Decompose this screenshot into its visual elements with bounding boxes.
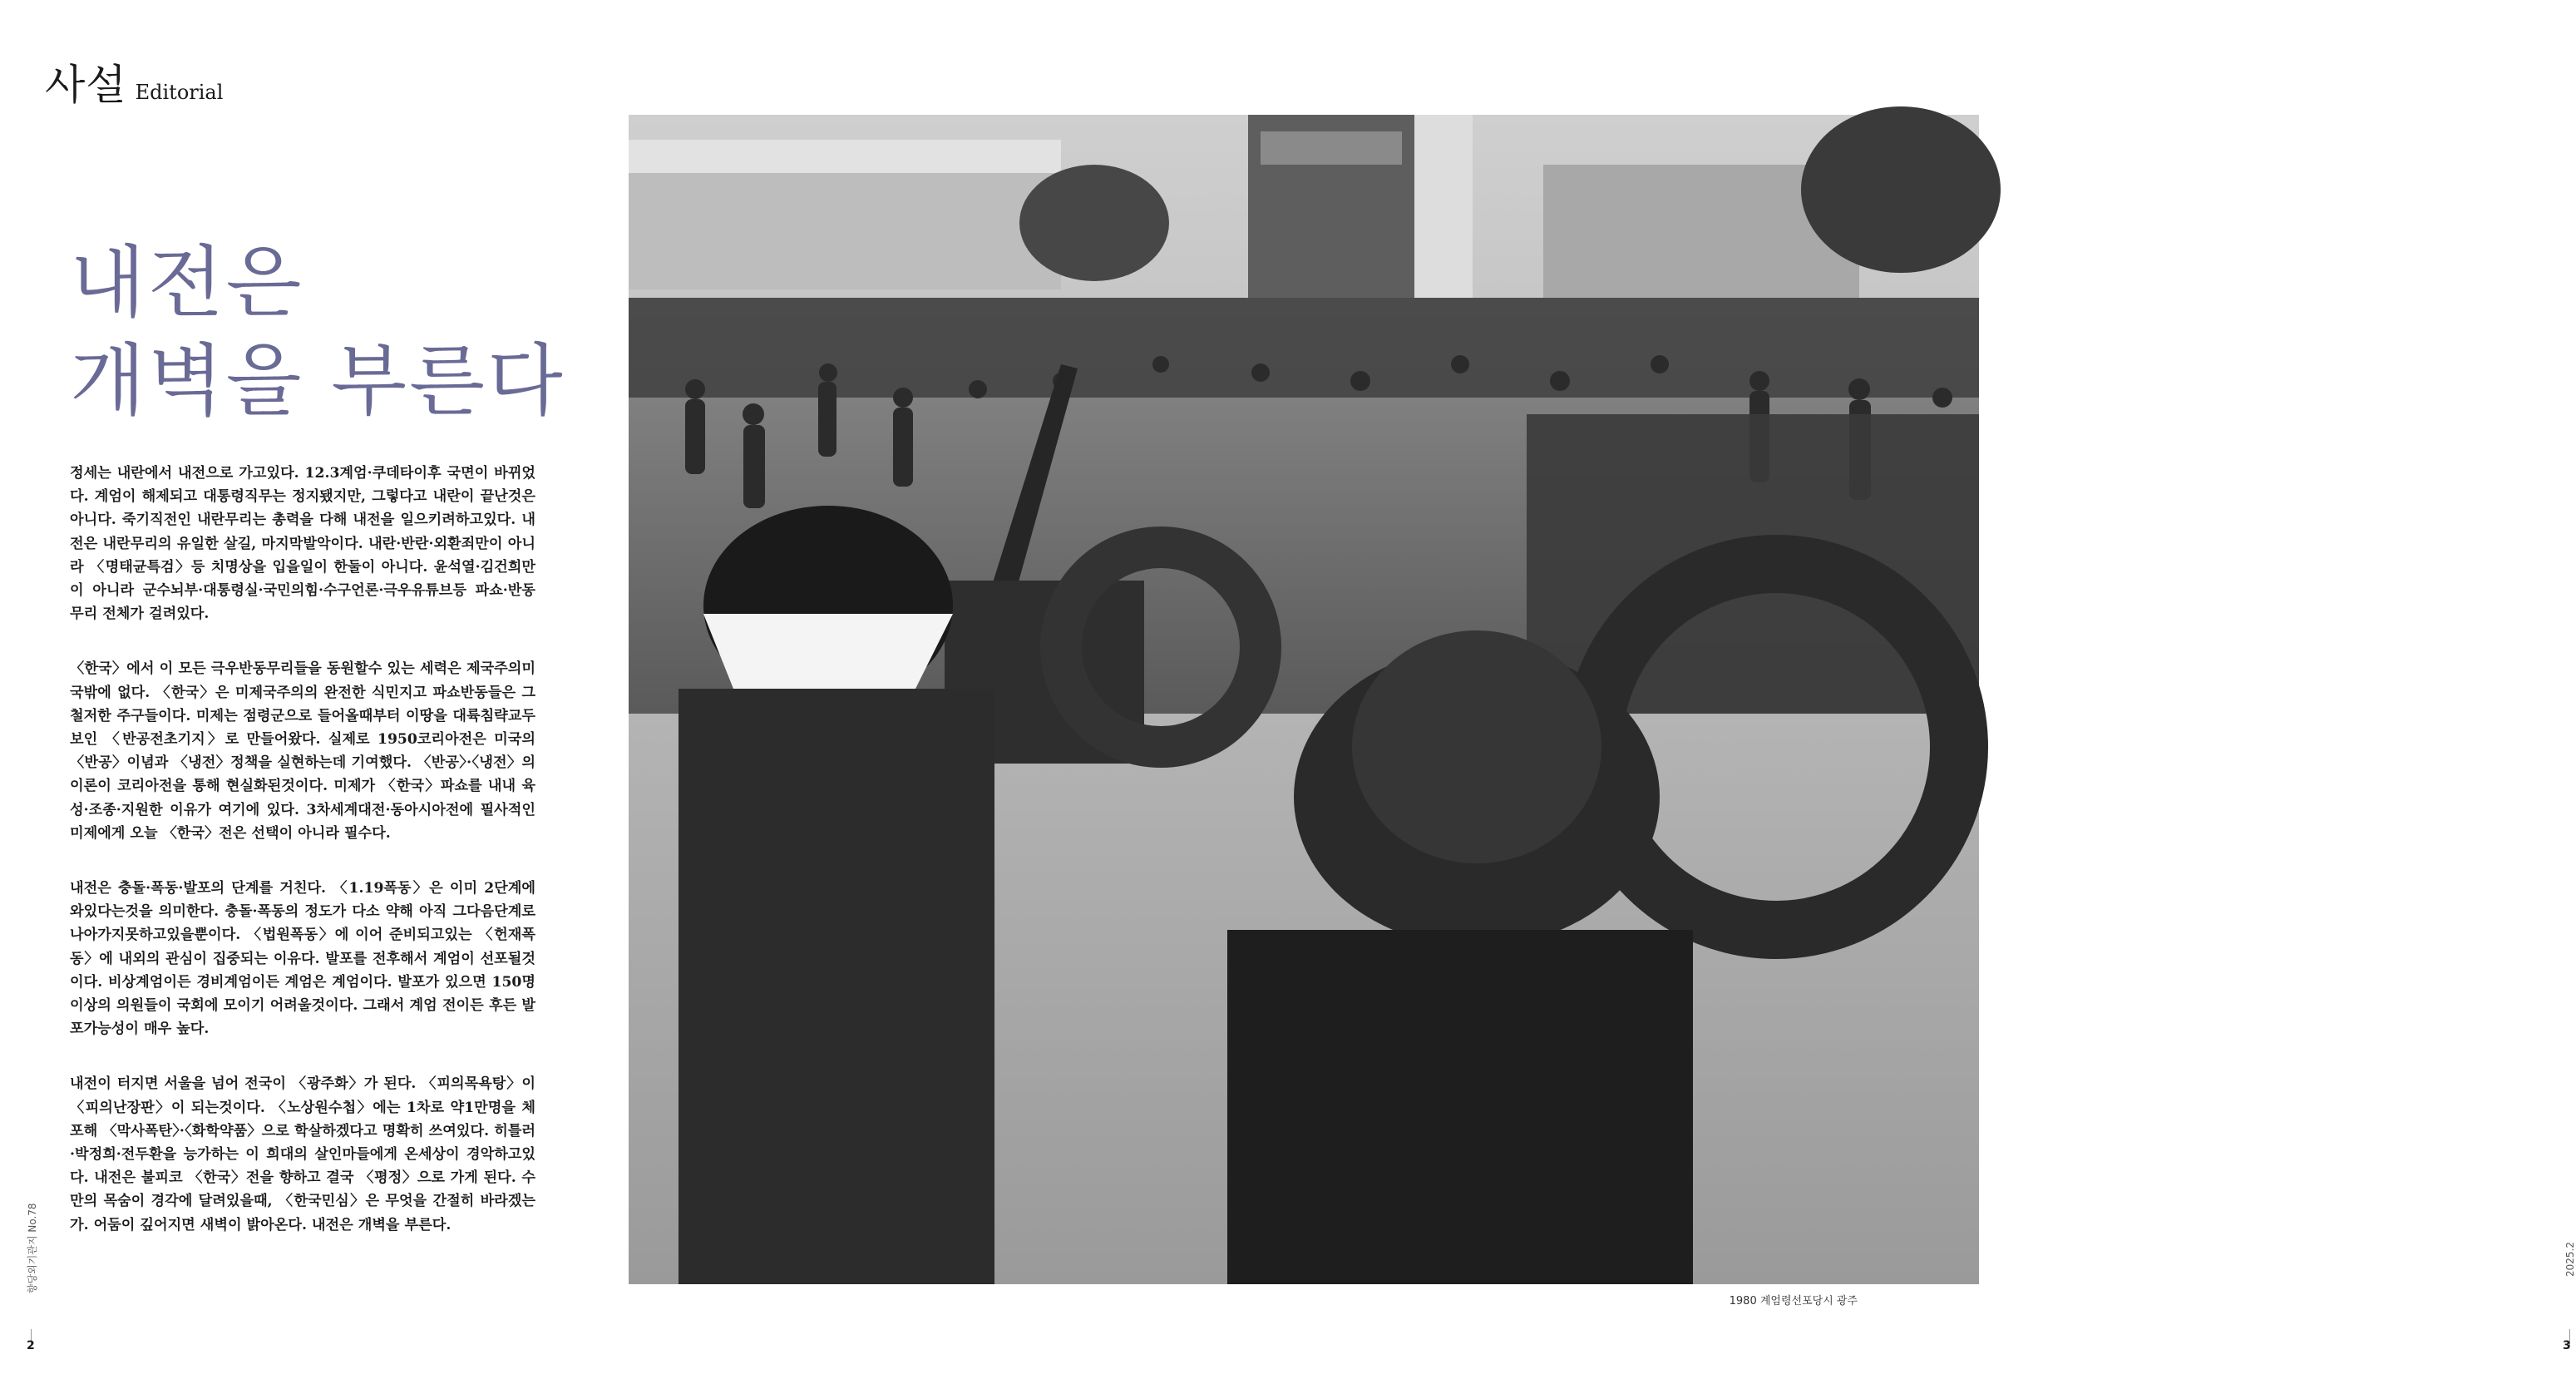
section-header: [45, 52, 223, 111]
headline: [70, 235, 585, 431]
section-title-korean: 사설: [45, 61, 127, 109]
paragraph-4: 내전이 터지면 서울을 넘어 전국이 〈광주화〉가 된다. 〈피의목욕탕〉이 〈피의난장판〉이 되는것이다. 〈노상원수첩〉에는 1차로 약1만명을 체포해 〈막사폭탄〉·〈화학약품〉으로 학살하겠다고 명확히 쓰여있다. 히틀러·박정희·전두환을 능가하는 이 희대의 살인마들에게 온세상이 경악하고있다. 내전은 불피코 〈한국〉전을 향하고 결국 〈평정〉으로 가게 된다. 수만의 목숨이 경각에 달려있을때, 〈한국민심〉은 무엇을 간절히 바라겠는가. 어둠이 깊어지면 새벽이 밝아온다. 내전은 개벽을 부른다.: [70, 1075, 535, 1233]
issue-date-label: 2025.2: [2564, 1242, 2576, 1277]
headline-line-1: 내전은: [70, 238, 304, 329]
photo-caption: 1980 계엄령선포당시 광주: [1729, 1295, 1858, 1308]
section-title-english: Editorial: [135, 81, 224, 104]
headline-line-2: 개벽을 부른다: [70, 336, 565, 427]
paragraph-1: 정세는 내란에서 내전으로 가고있다. 12.3계엄·쿠데타이후 국면이 바뀌었다. 계엄이 해제되고 대통령직무는 정지됐지만, 그렇다고 내란이 끝난것은 아니다. 죽기직전인 내란무리는 총력을 다해 내전을 일으키려하고있다. 내전은 내란무리의 유일한 살길, 마지막발악이다. 내란·반란·외환죄만이 아니라 〈명태균특검〉등 치명상을 입을일이 한둘이 아니다. 윤석열·김건희만이 아니라 군수뇌부·대통령실·국민의힘·수구언론·극우유튜브등 파쇼·반동무리 전체가 걸려있다.: [70, 465, 535, 623]
publication-label: 향당외기관지 No.78: [27, 1203, 38, 1293]
paragraph-3: 내전은 충돌·폭동·발포의 단계를 거친다. 〈1.19폭동〉은 이미 2단계에 와있다는것을 의미한다. 충돌·폭동의 정도가 다소 약해 아직 그다음단계로 나아가지못하고있을뿐이다. 〈법원폭동〉에 이어 준비되고있는 〈헌재폭동〉에 내외의 관심이 집중되는 이유다. 발포를 전후해서 계엄이 선포될것이다. 비상계엄이든 경비계엄이든 계엄은 계엄이다. 발포가 있으면 150명이상의 의원들이 국회에 모이기 어려울것이다. 그래서 계엄 전이든 후든 발포가능성이 매우 높다.: [70, 880, 535, 1038]
page-number-right: 3: [2563, 1339, 2571, 1352]
paragraph-2: 〈한국〉에서 이 모든 극우반동무리들을 동원할수 있는 세력은 제국주의미국밖에 없다. 〈한국〉은 미제국주의의 완전한 식민지고 파쇼반동들은 그 철저한 주구들이다. 미제는 점령군으로 들어올때부터 이땅을 대륙침략교두보인 〈반공전초기지〉로 만들어왔다. 실제로 1950코리아전은 미국의 〈반공〉이념과 〈냉전〉정책을 실현하는데 기여했다. 〈반공〉·〈냉전〉의 이론이 코리아전을 통해 현실화된것이다. 미제가 〈한국〉파쇼를 내내 육성·조종·지원한 이유가 여기에 있다. 3차세계대전·동아시아전에 필사적인 미제에게 오늘 〈한국〉전은 선택이 아니라 필수다.: [70, 660, 535, 842]
left-page: [0, 0, 615, 1399]
right-page: [615, 0, 2576, 1399]
article-body: [70, 462, 535, 1268]
page-number-left: 2: [27, 1339, 35, 1352]
